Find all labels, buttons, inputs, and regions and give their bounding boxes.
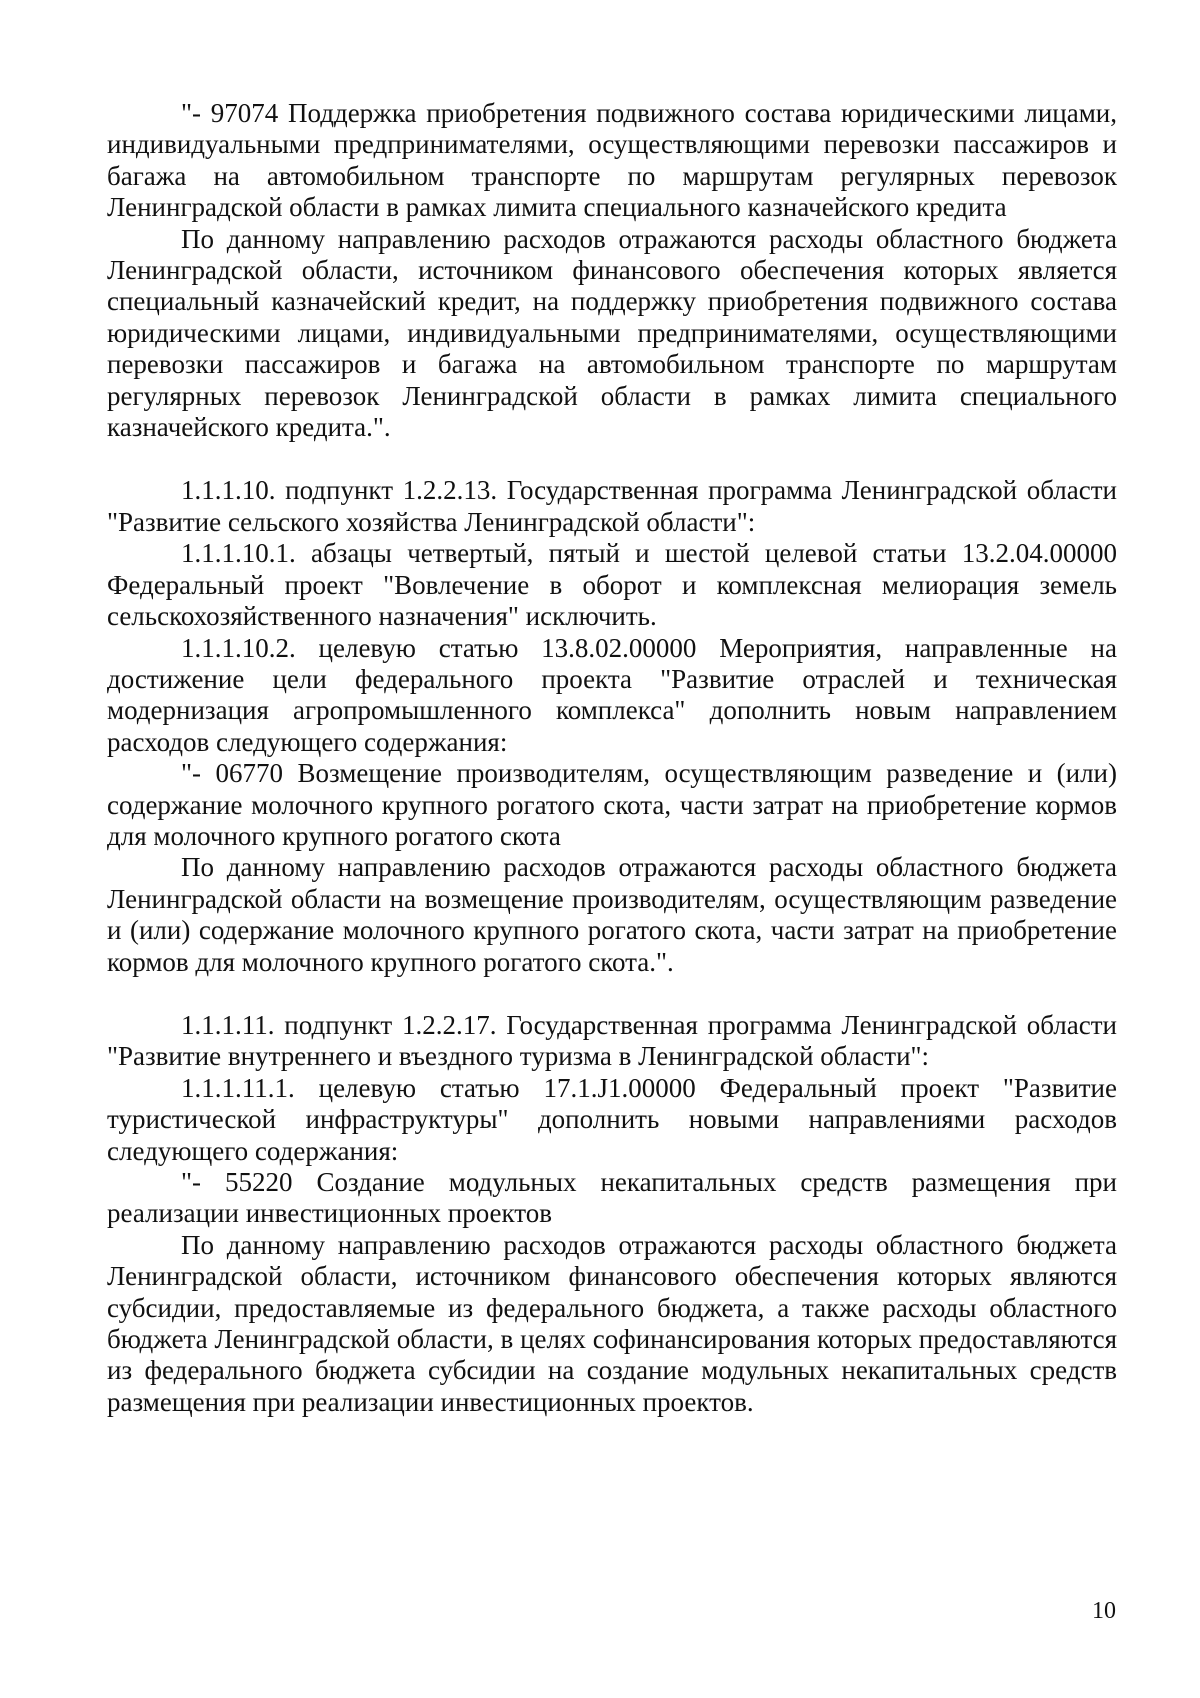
paragraph-55220-description: По данному направлению расходов отражаются расходы областного бюджета Ленинградской области, источником финансового обеспечения которых являются субсидии, предоставляемые из федерального бюджета, а также расходы областного бюджета Ленинградской области, в целях софинансирования которых предоставляются из федерального бюджета субсидии на создание модульных некапитальных средств размещения при реализации инвестиционных проектов. (107, 1229, 1117, 1417)
paragraph-06770-description: По данному направлению расходов отражаются расходы областного бюджета Ленинградской области на возмещение производителям, осуществляющим разведение и (или) содержание молочного крупного рогатого скота, части затрат на приобретение кормов для молочного крупного рогатого скота.". (107, 852, 1117, 977)
paragraph-1-1-1-10-2: 1.1.1.10.2. целевую статью 13.8.02.00000 Мероприятия, направленные на достижение цели федерального проекта "Развитие отраслей и техническая модернизация агропромышленного комплекса" дополнить новым направлением расходов следующего содержания: (107, 632, 1117, 757)
paragraph-1-1-1-10: 1.1.1.10. подпункт 1.2.2.13. Государственная программа Ленинградской области "Развитие сельского хозяйства Ленинградской области": (107, 475, 1117, 537)
paragraph-1-1-1-11: 1.1.1.11. подпункт 1.2.2.17. Государственная программа Ленинградской области "Развитие внутреннего и въездного туризма в Ленинградской области": (107, 1009, 1117, 1072)
paragraph-1-1-1-11-1: 1.1.1.11.1. целевую статью 17.1.J1.00000 Федеральный проект "Развитие туристической инфраструктуры" дополнить новыми направлениями расходов следующего содержания: (107, 1072, 1117, 1166)
paragraph-1-1-1-10-1: 1.1.1.10.1. абзацы четвертый, пятый и шестой целевой статьи 13.2.04.00000 Федеральный проект "Вовлечение в оборот и комплексная мелиорация земель сельскохозяйственного назначения" исключить. (107, 538, 1117, 632)
paragraph-97074-title: "- 97074 Поддержка приобретения подвижного состава юридическими лицами, индивидуальными предпринимателями, осуществляющими перевозки пассажиров и багажа на автомобильном транспорте по маршрутам регулярных перевозок Ленинградской области в рамках лимита специального казначейского кредита (107, 98, 1117, 223)
page-number: 10 (1092, 1598, 1116, 1624)
paragraph-97074-description: По данному направлению расходов отражаются расходы областного бюджета Ленинградской области, источником финансового обеспечения которых является специальный казначейский кредит, на поддержку приобретения подвижного состава юридическими лицами, индивидуальными предпринимателями, осуществляющими перевозки пассажиров и багажа на автомобильном транспорте по маршрутам регулярных перевозок Ленинградской области в рамках лимита специального казначейского кредита.". (107, 223, 1117, 443)
paragraph-06770-title: "- 06770 Возмещение производителям, осуществляющим разведение и (или) содержание молочного крупного рогатого скота, части затрат на приобретение кормов для молочного крупного рогатого скота (107, 758, 1117, 851)
document-body (107, 98, 1117, 1418)
paragraph-55220-title: "- 55220 Создание модульных некапитальных средств размещения при реализации инвестиционных проектов (107, 1167, 1117, 1229)
